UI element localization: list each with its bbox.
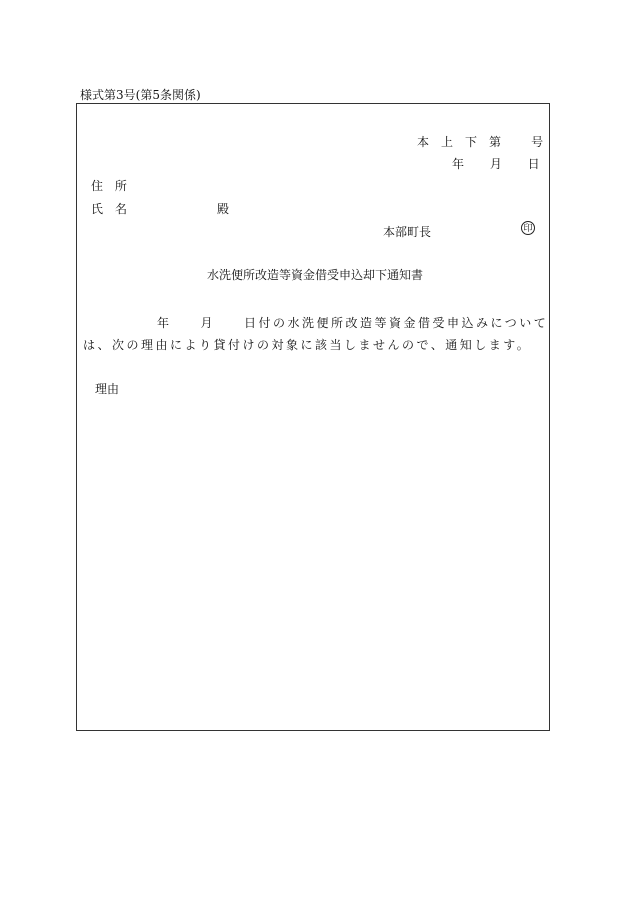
reference-number-part: 上 (441, 135, 454, 149)
seal-icon: 印 (521, 221, 535, 235)
sender-title: 本部町長 (383, 225, 432, 239)
form-number-label: 様式第3号(第5条関係) (80, 88, 201, 102)
reference-number-text (405, 135, 543, 149)
reference-number-part: 号 (531, 135, 544, 149)
notice-frame (76, 103, 550, 731)
body-text-line-1: 年 月 日付の水洗便所改造等資金借受申込みについて (157, 316, 549, 330)
reference-number-part: 下 (465, 135, 478, 149)
honorific-tono: 殿 (217, 202, 230, 216)
document-title: 水洗便所改造等資金借受申込却下通知書 (207, 268, 424, 282)
issue-date (452, 155, 540, 172)
reference-number-part: 第 (489, 135, 502, 149)
recipient-name-label (91, 200, 229, 217)
recipient-name-text (91, 202, 229, 216)
name-label-char-1: 氏 (91, 202, 104, 216)
name-label-char-2: 名 (115, 202, 128, 216)
recipient-address-label (91, 177, 127, 194)
body-text-line-2: は、次の理由により貸付けの対象に該当しませんので、通知します。 (83, 338, 532, 352)
reason-label: 理由 (95, 382, 120, 396)
reference-number-part: 本 (417, 135, 430, 149)
reference-number (405, 133, 543, 150)
issue-date-text: 年 月 日 (452, 157, 540, 171)
recipient-address-text: 住 所 (91, 179, 127, 193)
